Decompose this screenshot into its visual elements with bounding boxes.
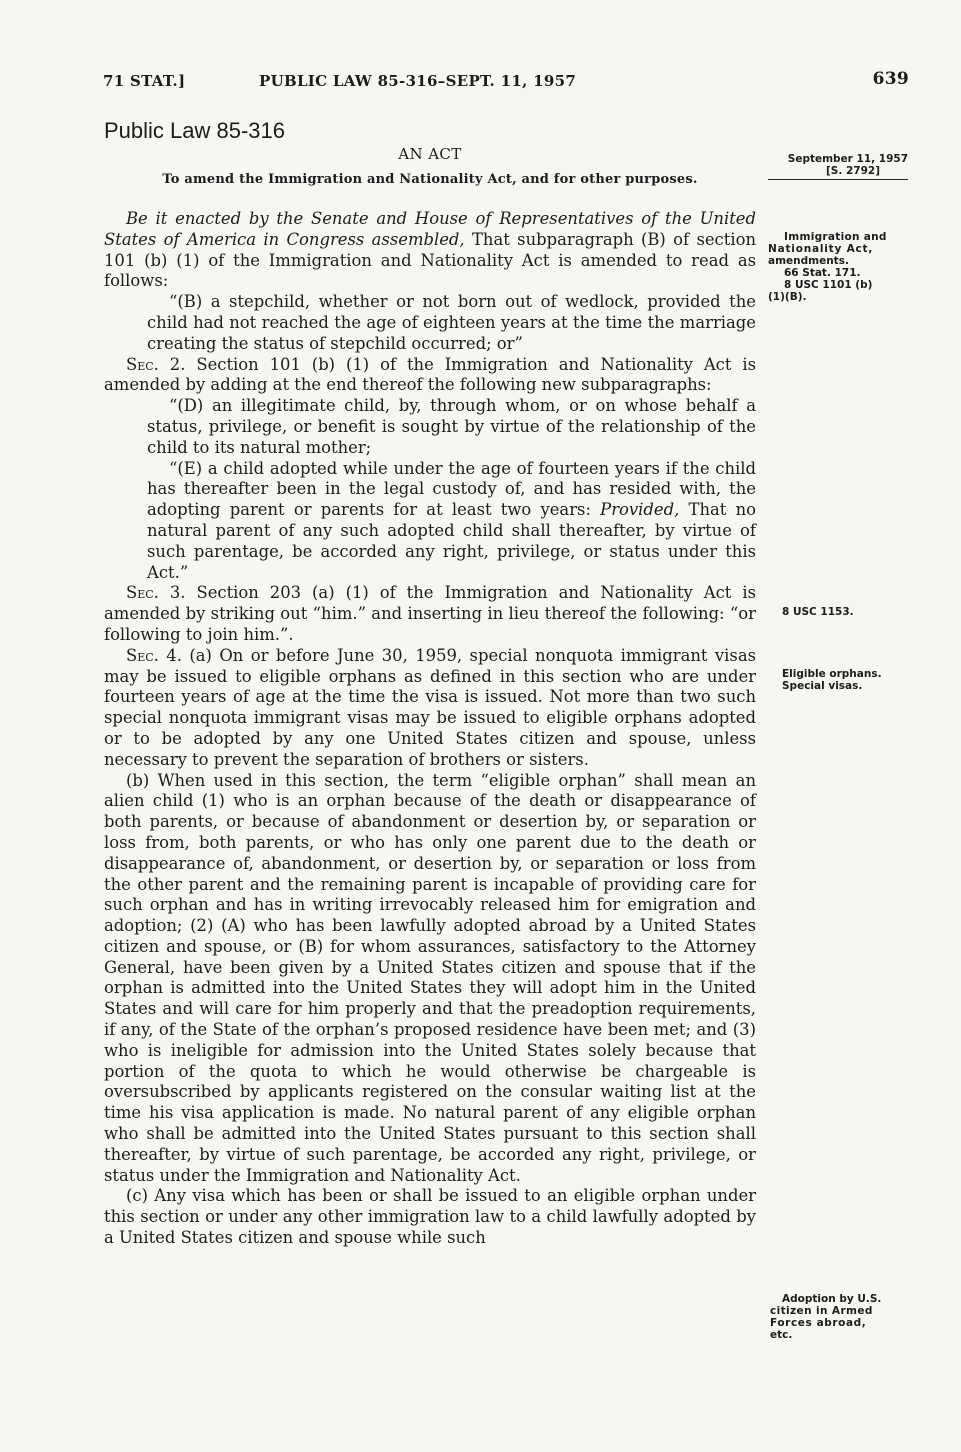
subparagraph-text: That no natural parent of any such adopted child shall thereafter, by virtue of such parentage, be accorded any right, privilege, or status under this Act.” [147, 500, 756, 582]
margin-note-line: (1)(B). [768, 291, 807, 303]
bill-number: [S. 2792] [825, 165, 881, 177]
margin-note-eligible-orphans [782, 668, 922, 692]
law-title: Public Law 85-316 [104, 118, 286, 143]
date-margin-note [768, 153, 908, 180]
margin-note-line: 66 Stat. 171. [784, 267, 861, 279]
margin-note-line: Special visas. [782, 680, 863, 692]
subparagraph-text: “(E) a child adopted while under the age of fourteen years if the child has thereafter been in the legal custody of, and has resided with, the adopting parent or parents for at least two years: [147, 458, 756, 520]
running-title: PUBLIC LAW 85-316–SEPT. 11, 1957 [259, 72, 577, 90]
enacting-text: That subparagraph (B) of section 101 (b) (1) of the Immigration and Nationality Act is amended to read as follows: [104, 229, 756, 291]
margin-note-line: citizen in Armed [770, 1305, 873, 1317]
margin-note-adoption-armed-forces [770, 1293, 906, 1341]
quoted-subparagraph-e [104, 459, 756, 584]
section-text: Section 101 (b) (1) of the Immigration and Nationality Act is amended by adding at the end thereof the following new subparagraphs: [104, 354, 757, 395]
margin-note-amendments [768, 231, 908, 303]
margin-note-line: etc. [770, 1329, 793, 1341]
subsection-b: (b) When used in this section, the term “eligible orphan” shall mean an alien child (1) who is an orphan because of the death or disappearance of both parents, or because of abandonment or desertion by, or separation or loss from, both parents, or who has only one parent due to the death or disappearance of, abandonment, or desertion by, or separation or loss from the other parent and the remaining parent is incapable of providing care for such orphan and has in writing irrevocably released him for emigration and adoption; (2) (A) who has been lawfully adopted abroad by a United States citizen and spouse, or (B) for whom assurances, satisfactory to the Attorney General, have been given by a United States citizen and spouse that if the orphan is admitted into the United States they will adopt him in the United States and will care for him properly and that the preadoption requirements, if any, of the State of the orphan’s proposed residence have been met; and (3) who is ineligible for admission into the United States solely because that portion of the quota to which he would otherwise be chargeable is oversubscribed by applicants registered on the consular waiting list at the time his visa application is made. No natural parent of any eligible orphan who shall be admitted into the United States pursuant to this section shall thereafter, by virtue of such parentage, be accorded any right, privilege, or status under the Immigration and Nationality Act. [104, 770, 756, 1185]
subsection-c: (c) Any visa which has been or shall be issued to an eligible orphan under this section or under any other immigration law to a child lawfully adopted by a United States citizen and spouse while such [104, 1186, 756, 1248]
section-text: Section 203 (a) (1) of the Immigration and Nationality Act is amended by striking out “him.” and inserting in lieu thereof the following: “or following to join him.”. [104, 583, 757, 644]
section-label: Sec. 2. [126, 354, 186, 374]
margin-note-line: amendments. [768, 255, 849, 267]
page-number: 639 [872, 69, 909, 89]
enacting-formula: Be it enacted by the Senate and House of Representatives of the United States of America in Congress assembled, [104, 209, 756, 249]
margin-note-line: Immigration and [784, 231, 887, 243]
section-label: Sec. 3. [126, 583, 186, 603]
margin-note-line: Forces abroad, [770, 1317, 867, 1329]
an-act-heading: AN ACT [398, 145, 462, 163]
act-body [104, 209, 756, 1249]
quoted-subparagraph-b: “(B) a stepchild, whether or not born out of wedlock, provided the child had not reached the age of eighteen years at the time the marriage creating the status of stepchild occurred; or” [147, 292, 756, 353]
proviso-word: Provided, [600, 500, 680, 520]
enactment-date: September 11, 1957 [787, 153, 908, 165]
date-rule [768, 179, 908, 180]
section-3 [104, 583, 756, 645]
section-2 [104, 355, 756, 397]
margin-note-line: Eligible orphans. [782, 668, 882, 680]
section-text: (a) On or before June 30, 1959, special nonquota immigrant visas may be issued to eligible orphans as defined in this section who are under fourteen years of age at the time the visa is issued. Not more than two such special nonquota immigrant visas may be issued to eligible orphans adopted or to be adopted by any one United States citizen and spouse, unless necessary to prevent the separation of brothers or sisters. [104, 645, 757, 769]
margin-note-line: Nationality Act, [768, 243, 874, 255]
enacting-clause [104, 209, 756, 292]
volume-citation: 71 STAT.] [103, 72, 186, 90]
margin-note-line: Adoption by U.S. [782, 1293, 882, 1305]
margin-note-line: 8 USC 1101 (b) [784, 279, 873, 291]
margin-note-8usc1153: 8 USC 1153. [782, 606, 854, 618]
section-4 [104, 646, 756, 771]
section-label: Sec. 4. [126, 645, 182, 665]
act-purpose: To amend the Immigration and Nationality Act, and for other purposes. [162, 172, 698, 187]
quoted-subparagraph-d: “(D) an illegitimate child, by, through whom, or on whose behalf a status, privilege, or benefit is sought by virtue of the relationship of the child to its natural mother; [147, 396, 756, 457]
